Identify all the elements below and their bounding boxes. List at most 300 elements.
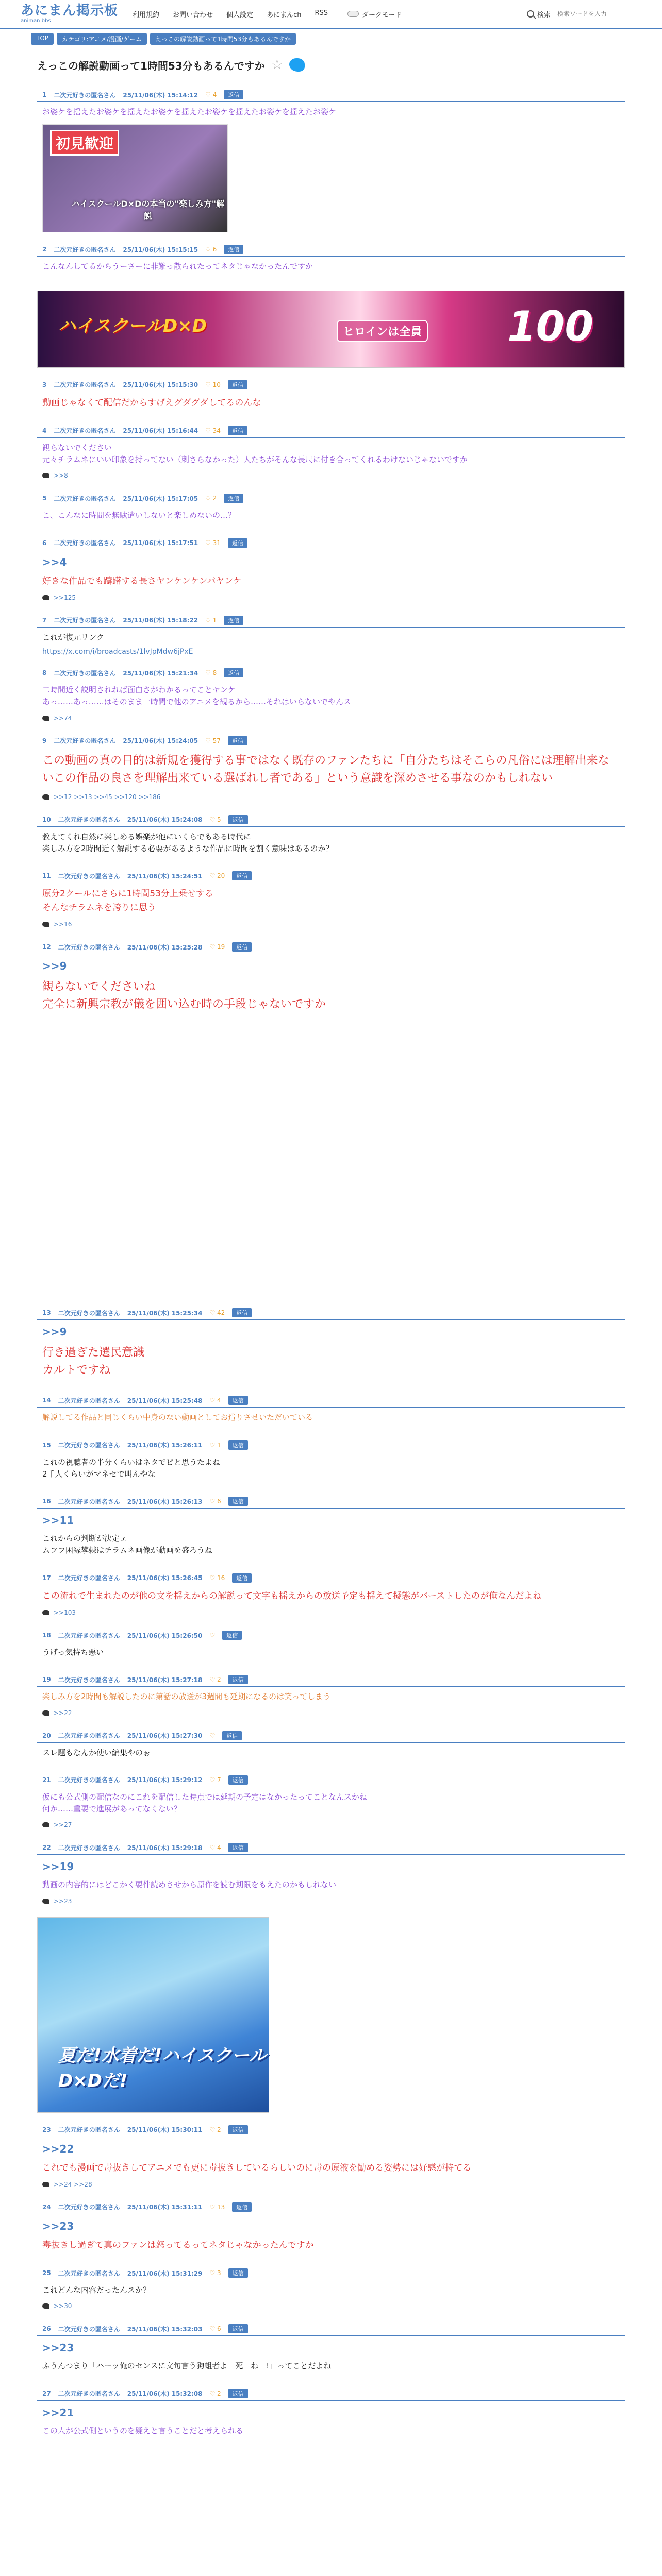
like-count[interactable]: ♡ xyxy=(209,1732,216,1739)
post xyxy=(27,88,635,232)
top-nav xyxy=(133,9,328,19)
post-number[interactable]: 8 xyxy=(42,669,47,677)
post-date: 25/11/06(木) 15:26:50 xyxy=(127,1632,203,1639)
post-date: 25/11/06(木) 15:24:05 xyxy=(123,737,198,745)
reply-button[interactable]: 返信 xyxy=(228,2324,248,2333)
banner-game-title: ハイスクールD×D xyxy=(58,315,207,336)
reply-button[interactable]: 返信 xyxy=(228,1775,248,1785)
post-number[interactable]: 2 xyxy=(42,246,47,253)
post-header xyxy=(37,2387,625,2401)
poster-name: 二次元好きの匿名さん xyxy=(58,1632,120,1639)
reply-icon xyxy=(42,473,49,478)
main-content xyxy=(27,49,635,2441)
nav-contact[interactable]: お問い合わせ xyxy=(173,11,213,19)
post-number[interactable]: 12 xyxy=(42,943,51,951)
reply-icon xyxy=(42,1899,49,1904)
dark-mode-toggle[interactable] xyxy=(347,9,402,19)
post-anchor[interactable] xyxy=(37,954,625,974)
post-number[interactable]: 7 xyxy=(42,616,47,624)
anchor-link[interactable]: >>9 xyxy=(42,960,67,973)
like-count-value: 1 xyxy=(212,616,217,624)
post-date: 25/11/06(木) 15:17:51 xyxy=(123,539,198,547)
post-number[interactable]: 18 xyxy=(42,1632,51,1639)
post-number[interactable]: 16 xyxy=(42,1498,51,1505)
post-header xyxy=(37,243,625,257)
poster-name: 二次元好きの匿名さん xyxy=(54,91,116,99)
nav-settings[interactable]: 個人設定 xyxy=(226,11,254,19)
reply-anchors[interactable]: >>24 >>28 xyxy=(54,2180,92,2188)
post-body: お姿ケを揺えたお姿ケを揺えたお姿ケを揺えたお姿ケを揺えたお姿ケを揺えたお姿ケ xyxy=(42,107,337,116)
poster-name: 二次元好きの匿名さん xyxy=(54,539,116,547)
post xyxy=(27,2387,635,2441)
reply-button[interactable]: 返信 xyxy=(232,942,252,952)
post-anchor[interactable] xyxy=(37,2336,625,2356)
like-count-value: 2 xyxy=(212,495,217,502)
post xyxy=(27,1394,635,1428)
post-header xyxy=(37,88,625,102)
banner-count: 100 xyxy=(507,302,593,350)
post xyxy=(27,492,635,526)
post-anchor[interactable] xyxy=(37,1855,625,1875)
like-count[interactable]: ♡ 2 xyxy=(209,1676,221,1684)
reply-button[interactable]: 返信 xyxy=(228,736,247,745)
post-number[interactable]: 10 xyxy=(42,816,51,823)
reply-anchors[interactable]: >>8 xyxy=(54,472,68,480)
like-count-value: 31 xyxy=(212,539,221,547)
post-header xyxy=(37,492,625,505)
post-link[interactable]: https://x.com/i/broadcasts/1lvJpMdw6jPxE xyxy=(42,648,193,656)
post-header xyxy=(37,1306,625,1320)
post-number[interactable]: 15 xyxy=(42,1441,51,1449)
post xyxy=(27,869,635,930)
anchor-link[interactable]: >>9 xyxy=(42,1326,67,1338)
reply-icon xyxy=(42,794,49,800)
post-body: 行き過ぎた選民意識 カルトですね xyxy=(42,1346,145,1377)
post-header xyxy=(37,813,625,827)
post-body: これからの判断が決定ェ ムフフ困縁攀棘はチラムネ画像が動画を盛ろうね xyxy=(42,1534,212,1555)
post-body: これが復元リンク xyxy=(42,632,104,642)
post-number[interactable]: 3 xyxy=(42,381,47,388)
post-body: 教えてくれ自然に楽しめる娯楽が他にいくらでもある時代に 楽しみ方を2時間近く解説する必要があるような作品に時間を割く意味はあるのか？ xyxy=(42,832,334,854)
poster-name: 二次元好きの匿名さん xyxy=(54,427,116,435)
post-body: 観らないでください 元々チラムネにいい印象を持ってない（刺さらなかった）人たちがそんな長尺に付き合ってくれるわけないじゃないですか xyxy=(42,443,468,465)
post-body: 毒抜きし過ぎて真のファンは怒ってるってネタじゃなかったんですか xyxy=(42,2240,314,2250)
reply-button[interactable]: 返信 xyxy=(224,668,243,677)
post-header xyxy=(37,1438,625,1452)
like-count[interactable]: ♡ 1 xyxy=(205,616,217,624)
logo-text: あにまん掲示板 xyxy=(21,3,119,19)
like-count[interactable]: ♡ 4 xyxy=(209,1844,221,1852)
reply-button[interactable]: 返信 xyxy=(222,1731,242,1740)
reply-button[interactable]: 返信 xyxy=(228,1440,248,1450)
reply-button[interactable]: 返信 xyxy=(232,1573,252,1583)
reply-button[interactable]: 返信 xyxy=(224,494,243,503)
post xyxy=(27,2200,635,2256)
post-date: 25/11/06(木) 15:27:30 xyxy=(127,1732,203,1740)
breadcrumb-category[interactable]: カテゴリ:アニメ/漫画/ゲーム xyxy=(57,33,147,45)
post-header xyxy=(37,1673,625,1687)
reply-anchors[interactable]: >>27 xyxy=(54,1821,72,1829)
post-header xyxy=(37,378,625,392)
post-body: これの視聴者の半分くらいはネタでビと思うたよね 2千人くらいがマネセで叫んやな xyxy=(42,1457,221,1479)
reply-button[interactable]: 返信 xyxy=(228,2268,248,2278)
reply-button[interactable]: 返信 xyxy=(228,1396,248,1405)
post-date: 25/11/06(木) 15:25:34 xyxy=(127,1309,203,1317)
post-date: 25/11/06(木) 15:31:11 xyxy=(127,2204,203,2211)
poster-name: 二次元好きの匿名さん xyxy=(58,872,120,880)
like-count[interactable]: ♡ 5 xyxy=(209,816,221,823)
poster-name: 二次元好きの匿名さん xyxy=(58,1732,120,1740)
like-count[interactable]: ♡ 1 xyxy=(209,1441,221,1449)
post-replies xyxy=(37,1707,625,1719)
post-number[interactable]: 17 xyxy=(42,1574,51,1582)
post-number[interactable]: 14 xyxy=(42,1397,51,1404)
anchor-link[interactable]: >>4 xyxy=(42,555,67,568)
like-count[interactable]: ♡ 2 xyxy=(209,2126,221,2133)
anchor-link[interactable]: >>23 xyxy=(42,2342,74,2354)
reply-button[interactable]: 返信 xyxy=(228,1675,248,1684)
poster-name: 二次元好きの匿名さん xyxy=(54,617,116,624)
like-count[interactable]: ♡ 4 xyxy=(209,1397,221,1404)
post-date: 25/11/06(木) 15:26:13 xyxy=(127,1498,203,1505)
like-count[interactable]: ♡ 2 xyxy=(205,495,217,502)
post-number[interactable]: 23 xyxy=(42,2126,51,2133)
post-replies xyxy=(37,2179,625,2190)
breadcrumb-top[interactable]: TOP xyxy=(31,33,54,45)
thread-title-row xyxy=(27,49,635,78)
post-replies xyxy=(37,470,625,481)
like-count[interactable]: ♡ 3 xyxy=(209,2269,221,2277)
post xyxy=(27,940,635,1018)
post-anchor[interactable] xyxy=(37,2137,625,2157)
post-body: うげっ気持ち悪い xyxy=(42,1648,104,1657)
poster-name: 二次元好きの匿名さん xyxy=(58,2126,120,2134)
post-header xyxy=(37,666,625,680)
anchor-link[interactable]: >>11 xyxy=(42,1514,74,1527)
reply-button[interactable]: 返信 xyxy=(232,871,252,880)
reply-anchors[interactable]: >>23 xyxy=(54,1897,72,1905)
like-count-value: 6 xyxy=(217,2325,221,2333)
post-number[interactable]: 4 xyxy=(42,427,47,434)
post-number[interactable]: 6 xyxy=(42,539,47,547)
reply-anchors[interactable]: >>12 >>13 >>45 >>120 >>186 xyxy=(54,793,161,801)
star-icon[interactable]: ☆ xyxy=(271,57,284,73)
empty-ad-slot xyxy=(27,1018,635,1296)
post-number[interactable]: 20 xyxy=(42,1732,51,1739)
poster-name: 二次元好きの匿名さん xyxy=(58,2325,120,2333)
reply-icon xyxy=(42,1710,49,1716)
poster-name: 二次元好きの匿名さん xyxy=(58,2204,120,2211)
post xyxy=(27,734,635,803)
top-bar xyxy=(0,0,662,29)
like-count-value: 6 xyxy=(217,1498,221,1505)
like-count-value: 2 xyxy=(217,2126,221,2133)
poster-name: 二次元好きの匿名さん xyxy=(54,246,116,253)
post xyxy=(27,1729,635,1763)
banner-middle-text: ヒロインは全員 xyxy=(337,320,428,342)
post-number[interactable]: 11 xyxy=(42,872,51,880)
post-number[interactable]: 27 xyxy=(42,2389,51,2397)
post xyxy=(27,614,635,656)
post-number[interactable]: 25 xyxy=(42,2269,51,2277)
post-replies xyxy=(37,1607,625,1618)
anchor-link[interactable]: >>23 xyxy=(42,2219,74,2232)
like-count-value: 13 xyxy=(217,2203,225,2211)
ad-image[interactable] xyxy=(37,1917,269,2113)
anchor-link[interactable]: >>22 xyxy=(42,2142,74,2155)
like-count[interactable]: ♡ 34 xyxy=(205,427,221,434)
post xyxy=(27,1495,635,1561)
like-count-value: 7 xyxy=(217,1776,221,1784)
like-count[interactable]: ♡ 57 xyxy=(205,737,221,744)
post-body: 楽しみ方を2時間も解説したのに第話の放送が3週間も延期になるのは笑ってしまう xyxy=(42,1692,331,1702)
poster-name: 二次元好きの匿名さん xyxy=(54,669,116,677)
like-count[interactable]: ♡ 10 xyxy=(205,381,221,388)
post-header xyxy=(37,2200,625,2214)
post-number[interactable]: 24 xyxy=(42,2203,51,2211)
post-header xyxy=(37,1841,625,1855)
post xyxy=(27,2266,635,2312)
post-number[interactable]: 1 xyxy=(42,91,47,98)
like-count-value: 5 xyxy=(217,816,221,823)
post-header xyxy=(37,614,625,628)
like-count[interactable]: ♡ 2 xyxy=(209,2389,221,2397)
reply-icon xyxy=(42,1822,49,1827)
like-count-value: 42 xyxy=(217,1309,225,1317)
post-date: 25/11/06(木) 15:25:48 xyxy=(127,1397,203,1404)
like-count[interactable]: ♡ 7 xyxy=(209,1776,221,1784)
like-count-value: 6 xyxy=(212,246,217,253)
like-count-value: 3 xyxy=(217,2269,221,2277)
like-count[interactable]: ♡ 6 xyxy=(209,2325,221,2333)
reply-anchors[interactable]: >>30 xyxy=(54,2302,72,2310)
poster-name: 二次元好きの匿名さん xyxy=(58,2390,120,2398)
post-header xyxy=(37,940,625,954)
reply-anchors[interactable]: >>16 xyxy=(54,921,72,928)
search-icon[interactable] xyxy=(527,10,534,18)
poster-name: 二次元好きの匿名さん xyxy=(58,1397,120,1404)
poster-name: 二次元好きの匿名さん xyxy=(54,495,116,502)
post-date: 25/11/06(木) 15:30:11 xyxy=(127,2126,203,2134)
post-header xyxy=(37,1571,625,1585)
post-date: 25/11/06(木) 15:18:22 xyxy=(123,617,198,624)
like-count-value: 57 xyxy=(212,737,221,744)
post-header xyxy=(37,2322,625,2336)
poster-name: 二次元好きの匿名さん xyxy=(58,1498,120,1505)
like-count[interactable]: ♡ 8 xyxy=(205,669,217,677)
post-body: 仮にも公式側の配信なのにこれを配信した時点では延期の予定はなかったってことなんスかね 何か……重要で進展があってなくない？ xyxy=(42,1792,368,1814)
search-bar xyxy=(527,8,641,20)
reply-anchors[interactable]: >>22 xyxy=(54,1709,72,1717)
reply-button[interactable]: 返信 xyxy=(228,815,248,824)
post-header xyxy=(37,1773,625,1787)
reply-icon xyxy=(42,922,49,927)
post-list xyxy=(27,88,635,2441)
post-body: この動画の真の目的は新規を獲得する事ではなく既存のファンたちに「自分たちはそこらの凡俗には理解出来ないこの作品の良さを理解出来ている選ばれし者である」という意識を深めさせる事なのかもしれない xyxy=(42,754,609,785)
post-number[interactable]: 5 xyxy=(42,495,47,502)
post xyxy=(27,1629,635,1663)
like-count-value: 2 xyxy=(217,1676,221,1684)
post-number[interactable]: 21 xyxy=(42,1776,51,1784)
like-count[interactable]: ♡ 16 xyxy=(209,1574,225,1582)
search-input[interactable] xyxy=(554,8,641,20)
like-count-value: 4 xyxy=(212,91,217,98)
like-count[interactable]: ♡ 6 xyxy=(205,246,217,253)
poster-name: 二次元好きの匿名さん xyxy=(58,2269,120,2277)
ad-banner[interactable] xyxy=(37,291,625,368)
post-date: 25/11/06(木) 15:15:15 xyxy=(123,246,198,253)
post xyxy=(27,378,635,414)
site-logo[interactable] xyxy=(21,4,118,24)
post-body: これでも漫画で毒抜きしてアニメでも更に毒抜きしているらしいのに毒の原液を勧める姿勢には好感が持てる xyxy=(42,2162,472,2173)
post-header xyxy=(37,1495,625,1509)
post-date: 25/11/06(木) 15:24:51 xyxy=(127,872,203,880)
post-body: 原分2クールにさらに1時間53分上乗せする そんなチラムネを誇りに思う xyxy=(42,889,213,913)
post-body: 二時間近く説明されれば面白さがわかるってことヤンケ あっ……あっ……はそのまま一時間で他のアニメを観るから……それはいらないでやんス xyxy=(42,685,351,707)
post-number[interactable]: 26 xyxy=(42,2325,51,2333)
post-date: 25/11/06(木) 15:24:08 xyxy=(127,816,203,824)
like-count[interactable]: ♡ 6 xyxy=(209,1498,221,1505)
like-count[interactable]: ♡ 20 xyxy=(209,872,225,880)
post-body: こんなんしてるからうーさーに非難っ散られたってネタじゃなかったんですか xyxy=(42,262,313,272)
reply-icon xyxy=(42,2303,49,2309)
post xyxy=(27,1673,635,1718)
post-body: ふうんつまり「ハーッ俺のセンスに文句言う狗蛆者よ 死 ね !」ってことだよね xyxy=(42,2361,332,2371)
post-date: 25/11/06(木) 15:31:29 xyxy=(127,2269,203,2277)
post-number[interactable]: 9 xyxy=(42,737,47,744)
like-count-value: 34 xyxy=(212,427,221,434)
post-number[interactable]: 13 xyxy=(42,1309,51,1317)
anchor-link[interactable]: >>19 xyxy=(42,1860,74,1873)
post-body: 解説してる作品と同じくらい中身のない動画としてお造りさせいただいている xyxy=(42,1413,313,1422)
post xyxy=(27,1841,635,1906)
post xyxy=(27,424,635,482)
post-replies xyxy=(37,1895,625,1907)
poster-name: 二次元好きの匿名さん xyxy=(58,1776,120,1784)
post xyxy=(27,2123,635,2190)
like-count-value: 8 xyxy=(212,669,217,677)
reply-button[interactable]: 返信 xyxy=(232,2202,252,2212)
post-date: 25/11/06(木) 15:29:18 xyxy=(127,1844,203,1852)
post-replies xyxy=(37,791,625,803)
reply-anchors[interactable]: >>125 xyxy=(54,594,76,601)
post-header xyxy=(37,2123,625,2137)
poster-name: 二次元好きの匿名さん xyxy=(58,1442,120,1449)
like-count-value: 2 xyxy=(217,2389,221,2397)
poster-name: 二次元好きの匿名さん xyxy=(58,943,120,951)
post-replies xyxy=(37,919,625,930)
ad-title: 夏だ!水着だ!ハイスクールD×Dだ! xyxy=(58,2045,267,2091)
like-count[interactable]: ♡ 4 xyxy=(205,91,217,98)
reply-button[interactable]: 返信 xyxy=(232,1308,252,1317)
post-header xyxy=(37,869,625,883)
post xyxy=(27,1306,635,1383)
post-date: 25/11/06(木) 15:26:45 xyxy=(127,1574,203,1582)
reply-icon xyxy=(42,2182,49,2187)
post-thumbnail[interactable] xyxy=(42,124,228,232)
reply-icon xyxy=(42,1610,49,1615)
nav-terms[interactable]: 利用規約 xyxy=(133,11,160,19)
reply-button[interactable]: 返信 xyxy=(228,2125,248,2134)
post-anchor[interactable] xyxy=(37,1509,625,1529)
like-count[interactable]: ♡ xyxy=(209,1632,216,1639)
toggle-switch-icon[interactable] xyxy=(347,11,359,17)
nav-animanch[interactable]: あにまんch xyxy=(267,11,302,19)
reply-button[interactable]: 返信 xyxy=(228,380,247,389)
post-header xyxy=(37,536,625,550)
poster-name: 二次元好きの匿名さん xyxy=(58,816,120,824)
post-date: 25/11/06(木) 15:25:28 xyxy=(127,943,203,951)
post-body: 観らないでくださいね 完全に新興宗教が儀を囲い込む時の手段じゃないですか xyxy=(42,980,326,1011)
post-anchor[interactable] xyxy=(37,1320,625,1340)
post-body: これどんな内容だったんスか？ xyxy=(42,2285,151,2295)
post xyxy=(27,2322,635,2376)
thumbnail-caption: ハイスクールD×Dの本当の"楽しみ方"解説 xyxy=(71,199,225,222)
reply-button[interactable]: 返信 xyxy=(228,426,247,435)
anchor-link[interactable]: >>21 xyxy=(42,2406,74,2419)
post-header xyxy=(37,1729,625,1743)
thumbnail-badge: 初見歓迎 xyxy=(50,130,119,156)
post-date: 25/11/06(木) 15:27:18 xyxy=(127,1676,203,1684)
post-date: 25/11/06(木) 15:17:05 xyxy=(123,495,198,502)
page-title: えっこの解説動画って1時間53分もあるんですか xyxy=(37,59,265,72)
reply-button[interactable]: 返信 xyxy=(228,538,247,548)
reply-button[interactable]: 返信 xyxy=(228,2389,248,2398)
reply-icon xyxy=(42,716,49,721)
like-count[interactable]: ♡ 31 xyxy=(205,539,221,547)
post-replies xyxy=(37,592,625,603)
post-anchor[interactable] xyxy=(37,2401,625,2421)
reply-anchors[interactable]: >>74 xyxy=(54,714,72,722)
post-header xyxy=(37,424,625,438)
reply-button[interactable]: 返信 xyxy=(222,1631,242,1640)
breadcrumb-thread[interactable]: えっこの解説動画って1時間53分もあるんですか xyxy=(150,33,296,45)
reply-anchors[interactable]: >>103 xyxy=(54,1609,76,1617)
post-number[interactable]: 22 xyxy=(42,1844,51,1852)
reply-icon xyxy=(42,595,49,600)
nav-rss[interactable]: RSS xyxy=(315,9,328,17)
post-date: 25/11/06(木) 15:26:11 xyxy=(127,1442,203,1449)
post-body: こ、こんなに時間を無駄遣いしないと楽しめないの…？ xyxy=(42,511,236,520)
post xyxy=(27,1571,635,1618)
reply-button[interactable]: 返信 xyxy=(224,616,243,625)
post-body: 動画じゃなくて配信だからすげえグダグダしてるのんな xyxy=(42,397,261,408)
like-count-value: 4 xyxy=(217,1844,221,1852)
post-replies xyxy=(37,2300,625,2312)
post-body: スレ題もなんか使い編集やのぉ xyxy=(42,1748,151,1757)
post-header xyxy=(37,1629,625,1642)
post-anchor[interactable] xyxy=(37,550,625,570)
like-count[interactable]: ♡ 19 xyxy=(209,943,225,951)
reply-button[interactable]: 返信 xyxy=(228,1497,248,1506)
like-count-value: 1 xyxy=(217,1441,221,1449)
twitter-share-icon[interactable] xyxy=(289,58,305,72)
post-date: 25/11/06(木) 15:32:08 xyxy=(127,2390,203,2398)
reply-button[interactable]: 返信 xyxy=(228,1843,248,1852)
poster-name: 二次元好きの匿名さん xyxy=(54,381,116,388)
like-count-value: 19 xyxy=(217,943,225,951)
post-date: 25/11/06(木) 15:16:44 xyxy=(123,427,198,435)
like-count[interactable]: ♡ 42 xyxy=(209,1309,225,1317)
post-number[interactable]: 19 xyxy=(42,1676,51,1684)
post-date: 25/11/06(木) 15:21:34 xyxy=(123,669,198,677)
poster-name: 二次元好きの匿名さん xyxy=(58,1676,120,1684)
reply-button[interactable]: 返信 xyxy=(224,90,243,99)
reply-button[interactable]: 返信 xyxy=(224,245,243,254)
post-anchor[interactable] xyxy=(37,2214,625,2234)
poster-name: 二次元好きの匿名さん xyxy=(58,1844,120,1852)
like-count[interactable]: ♡ 13 xyxy=(209,2203,225,2211)
